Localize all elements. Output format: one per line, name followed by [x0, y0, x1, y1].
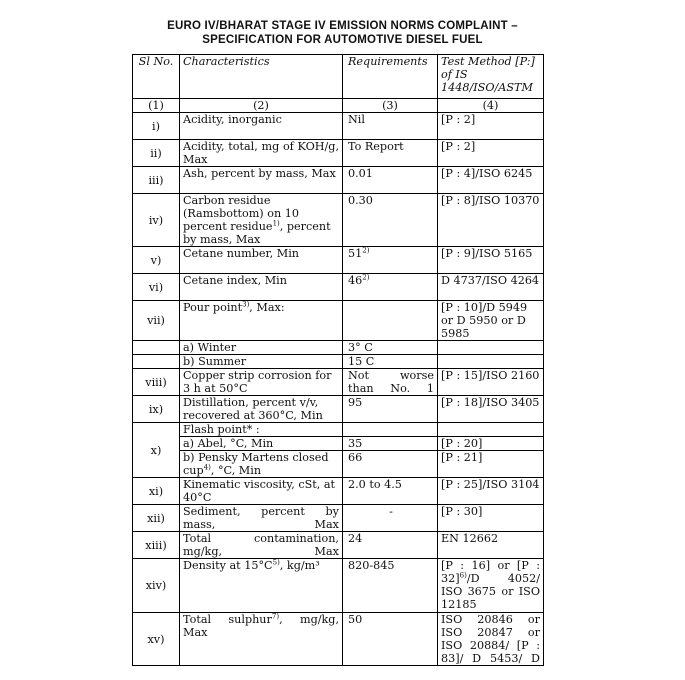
requirement: 820-845	[343, 559, 438, 613]
characteristic	[180, 613, 343, 666]
header-sl-no: Sl No.	[133, 55, 180, 99]
table-row	[133, 301, 544, 341]
test-method: [P : 15]/ISO 2160	[438, 369, 544, 396]
footnote-ref: 5)	[272, 558, 280, 567]
requirement: 66	[343, 451, 438, 478]
test-method	[438, 341, 544, 355]
table-row	[133, 140, 544, 167]
footnote-ref: 4)	[203, 463, 211, 472]
sl-no: vi)	[133, 274, 180, 301]
header-row	[133, 55, 544, 99]
table-row	[133, 478, 544, 505]
header-test-method: Test Method [P:] of IS 1448/ISO/ASTM	[438, 55, 544, 99]
sl-no: vii)	[133, 301, 180, 341]
req-text: 51	[348, 247, 363, 260]
characteristic	[180, 451, 343, 478]
test-method: ISO 20846 or ISO 20847 or ISO 20884/ [P : 83]/ D 5453/ D	[438, 613, 544, 666]
test-method: [P : 30]	[438, 505, 544, 532]
requirement	[343, 423, 438, 437]
char-text: b) Pensky Martens closed cup	[183, 451, 329, 477]
sl-no: x)	[133, 423, 180, 478]
col-number: (2)	[180, 99, 343, 113]
table-row	[133, 505, 544, 532]
sl-no: viii)	[133, 369, 180, 396]
characteristic: Copper strip corrosion for 3 h at 50°C	[180, 369, 343, 396]
characteristic: Acidity, inorganic	[180, 113, 343, 140]
sl-no: xiii)	[133, 532, 180, 559]
char-text: Total sulphur	[183, 613, 272, 626]
requirement: Not worse than No. 1	[343, 369, 438, 396]
table-row	[133, 451, 544, 478]
requirement: 0.01	[343, 167, 438, 194]
col-number: (4)	[438, 99, 544, 113]
char-text: , mg/kg, Max	[183, 613, 339, 639]
footnote-ref: 6)	[459, 571, 467, 580]
requirement	[343, 247, 438, 274]
table-row	[133, 341, 544, 355]
footnote-ref: 1)	[272, 219, 280, 228]
requirement: 50	[343, 613, 438, 666]
table-row	[133, 613, 544, 666]
table-row	[133, 274, 544, 301]
char-text: Density at 15°C	[183, 559, 273, 572]
test-text: /D 4052/ ISO 3675 or ISO 12185	[441, 572, 540, 611]
requirement: To Report	[343, 140, 438, 167]
table-row	[133, 113, 544, 140]
sl-no: i)	[133, 113, 180, 140]
characteristic: Ash, percent by mass, Max	[180, 167, 343, 194]
table-row	[133, 559, 544, 613]
table-row	[133, 423, 544, 437]
footnote-ref: 2)	[362, 246, 370, 255]
requirement: -	[343, 505, 438, 532]
sl-no	[133, 341, 180, 355]
characteristic: Acidity, total, mg of KOH/g, Max	[180, 140, 343, 167]
column-number-row	[133, 99, 544, 113]
sl-no: xiv)	[133, 559, 180, 613]
table-row	[133, 247, 544, 274]
col-number: (3)	[343, 99, 438, 113]
table-row	[133, 437, 544, 451]
test-method	[438, 355, 544, 369]
characteristic: Cetane number, Min	[180, 247, 343, 274]
char-text: Carbon residue (Ramsbottom) on 10 percent residue	[183, 194, 299, 233]
document-title-line-1: EURO IV/BHARAT STAGE IV EMISSION NORMS COMPLAINT –	[167, 20, 518, 32]
test-method: [P : 8]/ISO 10370	[438, 194, 544, 247]
characteristic: Kinematic viscosity, cSt, at 40°C	[180, 478, 343, 505]
table-row	[133, 369, 544, 396]
requirement: 0.30	[343, 194, 438, 247]
test-method: [P : 25]/ISO 3104	[438, 478, 544, 505]
test-method: [P : 20]	[438, 437, 544, 451]
test-method: [P : 2]	[438, 113, 544, 140]
characteristic: Total contamination, mg/kg, Max	[180, 532, 343, 559]
requirement: 15 C	[343, 355, 438, 369]
char-text: Pour point	[183, 301, 243, 314]
table-row	[133, 532, 544, 559]
char-text: , percent by mass, Max	[183, 220, 331, 246]
test-method	[438, 423, 544, 437]
sl-no: v)	[133, 247, 180, 274]
char-text: , kg/m³	[279, 559, 320, 572]
requirement	[343, 274, 438, 301]
requirement: Nil	[343, 113, 438, 140]
characteristic: a) Abel, °C, Min	[180, 437, 343, 451]
table-row	[133, 194, 544, 247]
test-method	[438, 559, 544, 613]
sl-no: xv)	[133, 613, 180, 666]
test-method: [P : 18]/ISO 3405	[438, 396, 544, 423]
footnote-ref: 3)	[242, 300, 250, 309]
table-row	[133, 396, 544, 423]
characteristic: Distillation, percent v/v, recovered at 360°C, Min	[180, 396, 343, 423]
sl-no: xii)	[133, 505, 180, 532]
requirement: 2.0 to 4.5	[343, 478, 438, 505]
sl-no: ix)	[133, 396, 180, 423]
sl-no: xi)	[133, 478, 180, 505]
sl-no: iv)	[133, 194, 180, 247]
requirement: 95	[343, 396, 438, 423]
header-characteristics: Characteristics	[180, 55, 343, 99]
test-method: EN 12662	[438, 532, 544, 559]
test-method: [P : 4]/ISO 6245	[438, 167, 544, 194]
document-title-line-2: SPECIFICATION FOR AUTOMOTIVE DIESEL FUEL	[202, 34, 483, 46]
req-text: 46	[348, 274, 363, 287]
footnote-ref: 7)	[271, 612, 280, 621]
table-row	[133, 167, 544, 194]
characteristic: Sediment, percent by mass, Max	[180, 505, 343, 532]
test-method: [P : 2]	[438, 140, 544, 167]
test-method: [P : 9]/ISO 5165	[438, 247, 544, 274]
characteristic	[180, 301, 343, 341]
header-requirements: Requirements	[343, 55, 438, 99]
table-row	[133, 355, 544, 369]
test-method: D 4737/ISO 4264	[438, 274, 544, 301]
characteristic: a) Winter	[180, 341, 343, 355]
col-number: (1)	[133, 99, 180, 113]
requirement: 35	[343, 437, 438, 451]
characteristic: Flash point* :	[180, 423, 343, 437]
char-text: , Max:	[249, 301, 285, 314]
characteristic: Cetane index, Min	[180, 274, 343, 301]
sl-no: iii)	[133, 167, 180, 194]
characteristic: b) Summer	[180, 355, 343, 369]
sl-no: ii)	[133, 140, 180, 167]
requirement	[343, 301, 438, 341]
footnote-ref: 2)	[362, 273, 370, 282]
char-text: , °C, Min	[210, 464, 262, 477]
sl-no	[133, 355, 180, 369]
test-method: [P : 21]	[438, 451, 544, 478]
test-method: [P : 10]/D 5949 or D 5950 or D 5985	[438, 301, 544, 341]
test-text: [P : 16] or [P : 32]	[441, 559, 540, 585]
specification-table	[132, 54, 544, 666]
requirement: 24	[343, 532, 438, 559]
requirement: 3° C	[343, 341, 438, 355]
characteristic	[180, 194, 343, 247]
characteristic	[180, 559, 343, 613]
